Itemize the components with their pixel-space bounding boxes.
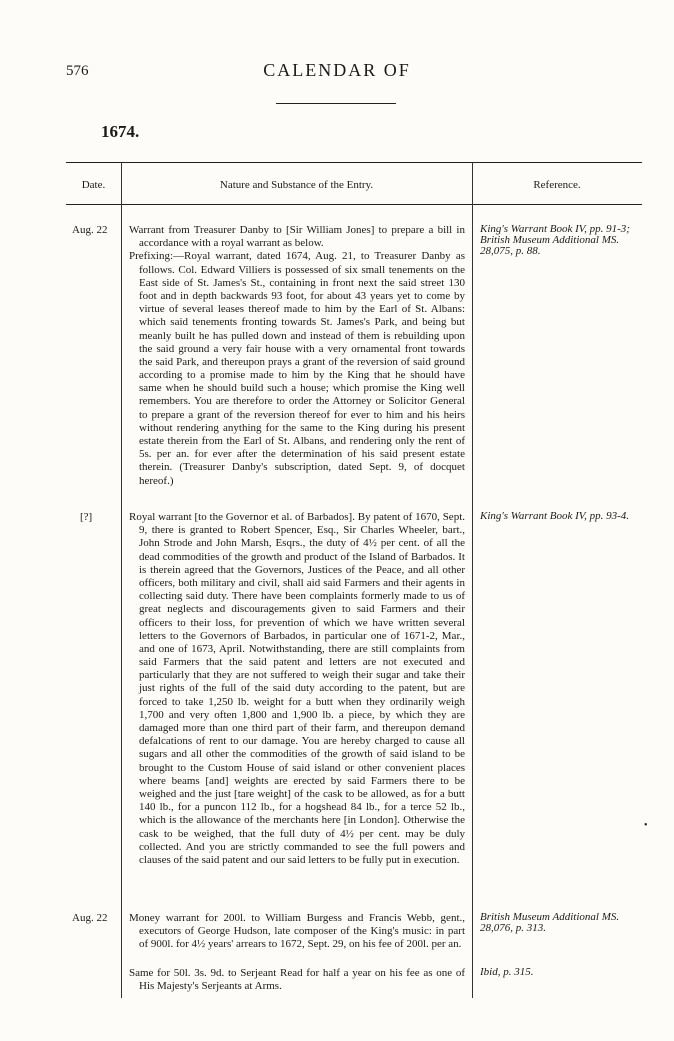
running-title: CALENDAR OF	[263, 60, 411, 80]
row-1-entry	[129, 224, 465, 488]
row-4-entry	[129, 967, 465, 993]
reference-column-header: Reference.	[533, 179, 581, 191]
header-bottom-rule	[66, 204, 642, 205]
row-2-date: [?]	[80, 511, 93, 523]
row-1-date: Aug. 22	[72, 224, 108, 236]
table-top-rule	[66, 162, 642, 163]
row-2-reference: King's Warrant Book IV, pp. 93-4.	[480, 510, 630, 522]
row-3-reference: British Museum Additional MS. 28,076, p. 313.	[480, 911, 620, 934]
row-3-entry-paragraph-1: Money warrant for 200l. to William Burgess and Francis Webb, gent., executors of George Hudson, late composer of the King's music: in part of 900l. for 4½ years' arrears to 1672, Sept. 29, on his fee of 200l. per an.	[129, 912, 465, 951]
row-4-entry-paragraph-1: Same for 50l. 3s. 9d. to Serjeant Read for half a year on his fee as one of His Majesty's Serjeants at Arms.	[129, 967, 465, 993]
date-column-rule	[121, 162, 122, 998]
date-column-header: Date.	[81, 179, 106, 191]
row-1-entry-paragraph-1: Warrant from Treasurer Danby to [Sir William Jones] to prepare a bill in accordance with a royal warrant as below.	[129, 224, 465, 250]
year-heading: 1674.	[101, 122, 140, 141]
reference-column-rule	[472, 162, 473, 998]
margin-dot: •	[644, 820, 648, 831]
calendar-table	[66, 162, 648, 1000]
row-4-reference: Ibid, p. 315.	[480, 966, 534, 978]
row-2-entry	[129, 511, 465, 867]
page-number: 576	[66, 63, 89, 79]
entry-column-header: Nature and Substance of the Entry.	[219, 179, 374, 191]
row-2-entry-paragraph-1: Royal warrant [to the Governor et al. of Barbados]. By patent of 1670, Sept. 9, there is granted to Robert Spencer, Esq., Sir Charles Wheeler, bart., John Strode and John Marsh, Esqrs., the duty of 4½ per cent. of all the dead commodities of the growth and product of the Island of Barbados. It is therein agreed that the Governors, Justices of the Peace, and all other officers, both military and civil, shall aid said Farmers and their agents in collecting said duty. There have been complaints formerly made to us of great neglects and discouragements given to said Farmers and their officers to their loss, for prevention of which we have written several letters to the Governors of Barbados, in particular one of 1671-2, Mar., and one of 1673, April. Notwithstanding, there are still complaints from said Farmers that the said patent and letters are not executed and particularly that they are not suffered to weigh their sugar and take their just rights of the full of the said duty according to the patent, but are forced to take 1,250 lb. weight for a butt when they ordinarily weigh 1,700 and very often 1,800 and 1,900 lb. a piece, by which they are damaged more than one third part of their farm, and thereupon demand defalcations of rent to our damage. You are hereby charged to cause all sugars and all other the commodities of the growth of said island to be brought to the Custom House of said island or other convenient places where beams [and] weights are erected by said Farmers there to be weighed and the just [tare weight] of the cask to be allowed, as for a butt 140 lb., for a puncon 112 lb., for a hogshead 84 lb., for a terce 52 lb., which is the allowance of the merchants here [in London]. Otherwise the cask to be weighed, that the full duty of 4½ per cent. may be duly collected. And you are strictly commanded to see the full powers and clauses of the said patent and our said letters to be fully put in execution.	[129, 511, 465, 866]
row-1-entry-paragraph-2: Prefixing:—Royal warrant, dated 1674, Aug. 21, to Treasurer Danby as follows. Col. Edward Villiers is possessed of six small tenements on the East side of St. James's St., containing in front next the said street 130 foot and in depth backwards 93 foot, for about 43 years yet to come by virtue of several leases thereof made to him by the Earl of St. Albans: which said tenements fronting towards St. James's Park, and being but meanly built he has pulled down and instead of them is rebuilding upon the said ground a very fair house with a very ornamental front towards the said Park, and thereupon prays a grant of the reversion of said ground according to a promise made to him by the King that he should have same when he should build such a house; which promise the King well remembers. You are therefore to order the Attorney or Solicitor General to prepare a grant of the reversion thereof for ever to him and his heirs without rendering anything for the same to the King during his present estate therein from the Earl of St. Albans, and rendering only the rent of 5s. per an. for ever after the determination of his said present estate therein. (Treasurer Danby's subscription, dated Sept. 9, of docquet hereof.)	[129, 250, 465, 487]
row-1-reference: King's Warrant Book IV, pp. 91-3; British Museum Additional MS. 28,075, p. 88.	[480, 223, 630, 257]
row-3-date: Aug. 22	[72, 912, 108, 924]
title-rule	[276, 103, 396, 104]
row-3-entry	[129, 912, 465, 952]
